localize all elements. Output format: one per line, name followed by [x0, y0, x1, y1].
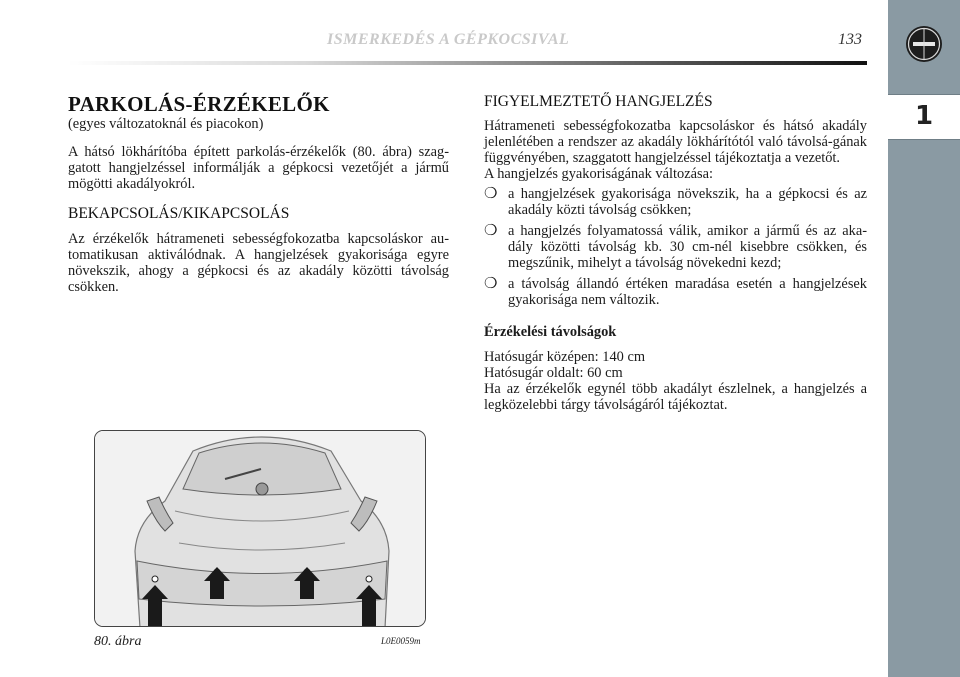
- header-rule: [68, 61, 867, 65]
- list-item-text: a hangjelzés folyamatossá válik, amikor a jármű és az aka-dály közötti távolság kb. 30 cm-nél kisebbre csökken, és megszűnik, mihelyt a távolság növekedni kezd;: [508, 223, 867, 271]
- warning-heading: FIGYELMEZTETŐ HANGJELZÉS: [484, 93, 713, 110]
- bullet-icon: ❍: [484, 186, 498, 202]
- section-paragraph: Az érzékelők hátrameneti sebességfokozatba kapcsoláskor au-tomatikusan aktiválódnak. A hangjelzések gyakorisága egyre növekszik, ahogy a gépkocsi és az akadály közötti távolság csökken.: [68, 231, 449, 295]
- intro-paragraph: A hátsó lökhárítóba épített parkolás-érzékelők (80. ábra) szag-gatott hangjelzéssel informálják a gépkocsi vezetőjét a jármű mögötti akadályokról.: [68, 144, 449, 192]
- frequency-intro: A hangjelzés gyakoriságának változása:: [484, 166, 713, 182]
- section-heading: BEKAPCSOLÁS/KIKAPCSOLÁS: [68, 205, 290, 222]
- range-side: Hatósugár oldalt: 60 cm: [484, 365, 623, 381]
- car-rear-illustration: [95, 431, 426, 627]
- chapter-number: 1: [914, 101, 934, 131]
- range-center: Hatósugár középen: 140 cm: [484, 349, 646, 365]
- list-item: [484, 186, 867, 218]
- subtitle: (egyes változatoknál és piacokon): [68, 116, 264, 132]
- list-item: [484, 223, 867, 271]
- detection-subheading: Érzékelési távolságok: [484, 324, 617, 340]
- list-item-text: a hangjelzések gyakorisága növekszik, ha a gépkocsi és az akadály közti távolság csökken;: [508, 186, 867, 218]
- bullet-icon: ❍: [484, 223, 498, 239]
- list-item: [484, 276, 867, 308]
- list-item-text: a távolság állandó értéken maradása esetén a hangjelzések gyakorisága nem változik.: [508, 276, 867, 308]
- closing-paragraph: Ha az érzékelők egynél több akadályt észlelnek, a hangjelzés a legközelebbi tárgy távolságáról tájékoztat.: [484, 381, 867, 413]
- bullet-icon: ❍: [484, 276, 498, 292]
- warning-paragraph: Hátrameneti sebességfokozatba kapcsoláskor és hátsó akadály jelenlétében a rendszer az akadály lökhárítótól való távolsá-gának függvényében, szaggatott hangjelzéssel tájékoztatja a vezetőt.: [484, 118, 867, 166]
- left-column: [68, 116, 449, 295]
- running-header-title: ISMERKEDÉS A GÉPKOCSIVAL: [327, 31, 570, 48]
- figure-code: L0E0059m: [381, 636, 421, 646]
- lancia-logo: [905, 25, 943, 63]
- page-number: 133: [838, 31, 862, 48]
- section-title: PARKOLÁS-ÉRZÉKELŐK: [68, 92, 330, 116]
- figure-caption: 80. ábra: [94, 634, 142, 649]
- right-column: [484, 94, 867, 413]
- rear-bumper-figure: [94, 430, 426, 627]
